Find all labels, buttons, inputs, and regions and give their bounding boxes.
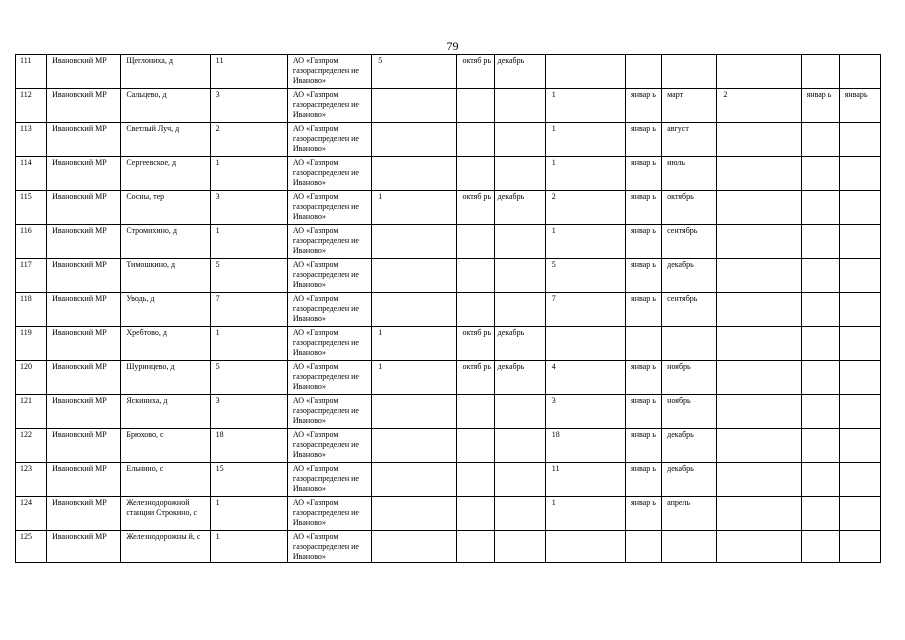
stage2-count-cell: 1 — [545, 157, 625, 191]
stage2-start-month-cell: январ ь — [626, 89, 662, 123]
stage1-end-month-cell — [494, 429, 545, 463]
stage1-count-cell: 1 — [372, 361, 457, 395]
stage2-end-month-cell — [662, 531, 717, 563]
table-row — [16, 123, 881, 157]
row-number-cell: 111 — [16, 55, 47, 89]
table-row — [16, 157, 881, 191]
stage1-count-cell — [372, 225, 457, 259]
stage1-end-month-cell: декабрь — [494, 191, 545, 225]
gas-company-cell: АО «Газпром газораспределен ие Иваново» — [287, 463, 371, 497]
households-total-cell: 1 — [210, 225, 287, 259]
stage3-start-month-cell — [801, 327, 839, 361]
stage2-end-month-cell: декабрь — [662, 463, 717, 497]
stage2-start-month-cell — [626, 55, 662, 89]
district-cell: Ивановский МР — [47, 225, 121, 259]
gas-company-cell: АО «Газпром газораспределен ие Иваново» — [287, 497, 371, 531]
stage3-count-cell — [717, 123, 801, 157]
district-cell: Ивановский МР — [47, 497, 121, 531]
stage1-start-month-cell: октяб рь — [457, 55, 494, 89]
district-cell: Ивановский МР — [47, 395, 121, 429]
stage1-count-cell — [372, 259, 457, 293]
stage2-start-month-cell: январ ь — [626, 497, 662, 531]
stage1-count-cell — [372, 429, 457, 463]
settlement-cell: Брюхово, с — [121, 429, 210, 463]
stage2-end-month-cell — [662, 55, 717, 89]
stage1-start-month-cell — [457, 293, 494, 327]
households-total-cell: 3 — [210, 395, 287, 429]
stage3-count-cell — [717, 463, 801, 497]
stage3-start-month-cell — [801, 191, 839, 225]
stage2-start-month-cell: январ ь — [626, 293, 662, 327]
district-cell: Ивановский МР — [47, 293, 121, 327]
stage1-end-month-cell — [494, 123, 545, 157]
stage2-count-cell: 18 — [545, 429, 625, 463]
stage3-end-month-cell — [839, 429, 880, 463]
stage2-end-month-cell: август — [662, 123, 717, 157]
stage1-end-month-cell — [494, 157, 545, 191]
stage2-end-month-cell: июль — [662, 157, 717, 191]
table-row — [16, 55, 881, 89]
gas-company-cell: АО «Газпром газораспределен ие Иваново» — [287, 123, 371, 157]
settlement-cell: Железнодорожной станции Строкино, с — [121, 497, 210, 531]
stage3-end-month-cell — [839, 497, 880, 531]
stage2-start-month-cell — [626, 531, 662, 563]
settlement-cell: Сосны, тер — [121, 191, 210, 225]
row-number-cell: 118 — [16, 293, 47, 327]
district-cell: Ивановский МР — [47, 327, 121, 361]
stage3-end-month-cell — [839, 361, 880, 395]
stage3-start-month-cell: январ ь — [801, 89, 839, 123]
settlement-cell: Светлый Луч, д — [121, 123, 210, 157]
stage1-end-month-cell — [494, 293, 545, 327]
row-number-cell: 119 — [16, 327, 47, 361]
stage3-start-month-cell — [801, 361, 839, 395]
households-total-cell: 2 — [210, 123, 287, 157]
stage1-count-cell: 5 — [372, 55, 457, 89]
stage2-end-month-cell: сентябрь — [662, 293, 717, 327]
households-total-cell: 1 — [210, 531, 287, 563]
settlement-cell: Ельнино, с — [121, 463, 210, 497]
stage3-start-month-cell — [801, 225, 839, 259]
stage2-end-month-cell: сентябрь — [662, 225, 717, 259]
households-total-cell: 1 — [210, 157, 287, 191]
row-number-cell: 123 — [16, 463, 47, 497]
stage1-count-cell: 1 — [372, 327, 457, 361]
settlement-cell: Хребтово, д — [121, 327, 210, 361]
stage1-count-cell — [372, 89, 457, 123]
stage1-end-month-cell — [494, 497, 545, 531]
stage1-start-month-cell: октяб рь — [457, 191, 494, 225]
stage2-end-month-cell: апрель — [662, 497, 717, 531]
settlement-cell: Сальцево, д — [121, 89, 210, 123]
stage2-end-month-cell — [662, 327, 717, 361]
stage1-count-cell — [372, 395, 457, 429]
settlement-cell: Яскиниха, д — [121, 395, 210, 429]
stage1-end-month-cell — [494, 225, 545, 259]
gas-company-cell: АО «Газпром газораспределен ие Иваново» — [287, 225, 371, 259]
table-row — [16, 191, 881, 225]
stage2-count-cell: 1 — [545, 497, 625, 531]
stage2-end-month-cell: ноябрь — [662, 361, 717, 395]
stage3-count-cell — [717, 55, 801, 89]
stage3-end-month-cell — [839, 55, 880, 89]
district-cell: Ивановский МР — [47, 259, 121, 293]
stage2-end-month-cell: март — [662, 89, 717, 123]
stage2-count-cell: 4 — [545, 361, 625, 395]
stage3-start-month-cell — [801, 531, 839, 563]
stage1-end-month-cell — [494, 259, 545, 293]
stage2-count-cell — [545, 327, 625, 361]
table-row — [16, 463, 881, 497]
households-total-cell: 5 — [210, 259, 287, 293]
row-number-cell: 112 — [16, 89, 47, 123]
settlement-cell: Стромихино, д — [121, 225, 210, 259]
table-row — [16, 293, 881, 327]
district-cell: Ивановский МР — [47, 191, 121, 225]
stage1-count-cell: 1 — [372, 191, 457, 225]
stage3-end-month-cell — [839, 395, 880, 429]
settlement-cell: Сергеевское, д — [121, 157, 210, 191]
households-total-cell: 11 — [210, 55, 287, 89]
stage3-start-month-cell — [801, 123, 839, 157]
stage3-start-month-cell — [801, 157, 839, 191]
table-row — [16, 89, 881, 123]
stage1-start-month-cell — [457, 497, 494, 531]
district-cell: Ивановский МР — [47, 531, 121, 563]
stage3-start-month-cell — [801, 395, 839, 429]
stage1-end-month-cell: декабрь — [494, 327, 545, 361]
stage2-count-cell: 2 — [545, 191, 625, 225]
stage3-count-cell: 2 — [717, 89, 801, 123]
households-total-cell: 1 — [210, 497, 287, 531]
stage2-end-month-cell: декабрь — [662, 259, 717, 293]
stage1-start-month-cell — [457, 531, 494, 563]
stage2-start-month-cell: январ ь — [626, 429, 662, 463]
district-cell: Ивановский МР — [47, 157, 121, 191]
stage3-count-cell — [717, 293, 801, 327]
stage2-end-month-cell: декабрь — [662, 429, 717, 463]
stage1-start-month-cell: октяб рь — [457, 327, 494, 361]
gas-company-cell: АО «Газпром газораспределен ие Иваново» — [287, 327, 371, 361]
stage1-count-cell — [372, 463, 457, 497]
stage3-count-cell — [717, 531, 801, 563]
stage2-start-month-cell: январ ь — [626, 123, 662, 157]
stage3-start-month-cell — [801, 463, 839, 497]
stage1-end-month-cell — [494, 531, 545, 563]
stage3-count-cell — [717, 259, 801, 293]
stage1-start-month-cell — [457, 259, 494, 293]
stage2-start-month-cell: январ ь — [626, 157, 662, 191]
stage3-count-cell — [717, 395, 801, 429]
district-cell: Ивановский МР — [47, 361, 121, 395]
stage3-end-month-cell — [839, 191, 880, 225]
stage1-end-month-cell — [494, 89, 545, 123]
stage2-start-month-cell: январ ь — [626, 225, 662, 259]
stage1-start-month-cell — [457, 395, 494, 429]
gas-company-cell: АО «Газпром газораспределен ие Иваново» — [287, 259, 371, 293]
table-row — [16, 225, 881, 259]
stage3-count-cell — [717, 361, 801, 395]
stage2-count-cell: 3 — [545, 395, 625, 429]
stage3-count-cell — [717, 157, 801, 191]
stage2-start-month-cell: январ ь — [626, 191, 662, 225]
stage1-start-month-cell — [457, 89, 494, 123]
district-cell: Ивановский МР — [47, 463, 121, 497]
row-number-cell: 116 — [16, 225, 47, 259]
stage3-end-month-cell — [839, 327, 880, 361]
stage2-count-cell — [545, 55, 625, 89]
stage2-count-cell — [545, 531, 625, 563]
stage2-count-cell: 5 — [545, 259, 625, 293]
stage1-count-cell — [372, 293, 457, 327]
stage3-start-month-cell — [801, 497, 839, 531]
table-row — [16, 531, 881, 563]
settlement-cell: Шуринцево, д — [121, 361, 210, 395]
district-cell: Ивановский МР — [47, 89, 121, 123]
stage2-count-cell: 1 — [545, 123, 625, 157]
stage1-end-month-cell — [494, 463, 545, 497]
stage2-end-month-cell: октябрь — [662, 191, 717, 225]
gas-company-cell: АО «Газпром газораспределен ие Иваново» — [287, 361, 371, 395]
stage2-count-cell: 1 — [545, 89, 625, 123]
gasification-schedule-table — [15, 54, 881, 563]
row-number-cell: 120 — [16, 361, 47, 395]
stage2-count-cell: 7 — [545, 293, 625, 327]
district-cell: Ивановский МР — [47, 55, 121, 89]
stage2-end-month-cell: ноябрь — [662, 395, 717, 429]
table-row — [16, 259, 881, 293]
row-number-cell: 113 — [16, 123, 47, 157]
households-total-cell: 18 — [210, 429, 287, 463]
gas-company-cell: АО «Газпром газораспределен ие Иваново» — [287, 395, 371, 429]
stage3-start-month-cell — [801, 259, 839, 293]
table-row — [16, 395, 881, 429]
stage3-end-month-cell — [839, 463, 880, 497]
gas-company-cell: АО «Газпром газораспределен ие Иваново» — [287, 429, 371, 463]
settlement-cell: Железнодорожны й, с — [121, 531, 210, 563]
stage1-end-month-cell: декабрь — [494, 55, 545, 89]
stage1-count-cell — [372, 123, 457, 157]
row-number-cell: 125 — [16, 531, 47, 563]
stage2-start-month-cell: январ ь — [626, 259, 662, 293]
households-total-cell: 3 — [210, 191, 287, 225]
stage3-start-month-cell — [801, 293, 839, 327]
stage3-count-cell — [717, 327, 801, 361]
households-total-cell: 15 — [210, 463, 287, 497]
stage2-start-month-cell: январ ь — [626, 361, 662, 395]
stage1-count-cell — [372, 497, 457, 531]
stage3-end-month-cell — [839, 531, 880, 563]
stage1-start-month-cell — [457, 157, 494, 191]
stage1-start-month-cell — [457, 225, 494, 259]
stage3-end-month-cell — [839, 259, 880, 293]
district-cell: Ивановский МР — [47, 123, 121, 157]
stage3-start-month-cell — [801, 429, 839, 463]
stage3-start-month-cell — [801, 55, 839, 89]
stage1-start-month-cell: октяб рь — [457, 361, 494, 395]
stage3-end-month-cell — [839, 123, 880, 157]
stage1-start-month-cell — [457, 463, 494, 497]
row-number-cell: 121 — [16, 395, 47, 429]
stage2-start-month-cell: январ ь — [626, 463, 662, 497]
gas-company-cell: АО «Газпром газораспределен ие Иваново» — [287, 157, 371, 191]
stage1-count-cell — [372, 531, 457, 563]
stage1-start-month-cell — [457, 429, 494, 463]
stage3-count-cell — [717, 225, 801, 259]
district-cell: Ивановский МР — [47, 429, 121, 463]
settlement-cell: Тимошкино, д — [121, 259, 210, 293]
gas-company-cell: АО «Газпром газораспределен ие Иваново» — [287, 191, 371, 225]
gas-company-cell: АО «Газпром газораспределен ие Иваново» — [287, 293, 371, 327]
households-total-cell: 1 — [210, 327, 287, 361]
stage3-end-month-cell: январь — [839, 89, 880, 123]
stage2-count-cell: 11 — [545, 463, 625, 497]
gas-company-cell: АО «Газпром газораспределен ие Иваново» — [287, 55, 371, 89]
stage3-count-cell — [717, 191, 801, 225]
stage3-count-cell — [717, 429, 801, 463]
settlement-cell: Уводь, д — [121, 293, 210, 327]
stage3-end-month-cell — [839, 157, 880, 191]
households-total-cell: 3 — [210, 89, 287, 123]
row-number-cell: 117 — [16, 259, 47, 293]
settlement-cell: Щеглониха, д — [121, 55, 210, 89]
row-number-cell: 115 — [16, 191, 47, 225]
households-total-cell: 7 — [210, 293, 287, 327]
table-row — [16, 497, 881, 531]
gas-company-cell: АО «Газпром газораспределен ие Иваново» — [287, 89, 371, 123]
stage3-end-month-cell — [839, 225, 880, 259]
stage1-end-month-cell — [494, 395, 545, 429]
stage2-start-month-cell: январ ь — [626, 395, 662, 429]
stage1-end-month-cell: декабрь — [494, 361, 545, 395]
stage3-end-month-cell — [839, 293, 880, 327]
table-row — [16, 327, 881, 361]
stage2-count-cell: 1 — [545, 225, 625, 259]
stage1-start-month-cell — [457, 123, 494, 157]
row-number-cell: 124 — [16, 497, 47, 531]
table-row — [16, 361, 881, 395]
page-number: 79 — [446, 39, 459, 53]
households-total-cell: 5 — [210, 361, 287, 395]
stage3-count-cell — [717, 497, 801, 531]
stage2-start-month-cell — [626, 327, 662, 361]
row-number-cell: 122 — [16, 429, 47, 463]
table-row — [16, 429, 881, 463]
row-number-cell: 114 — [16, 157, 47, 191]
stage1-count-cell — [372, 157, 457, 191]
gas-company-cell: АО «Газпром газораспределен ие Иваново» — [287, 531, 371, 563]
